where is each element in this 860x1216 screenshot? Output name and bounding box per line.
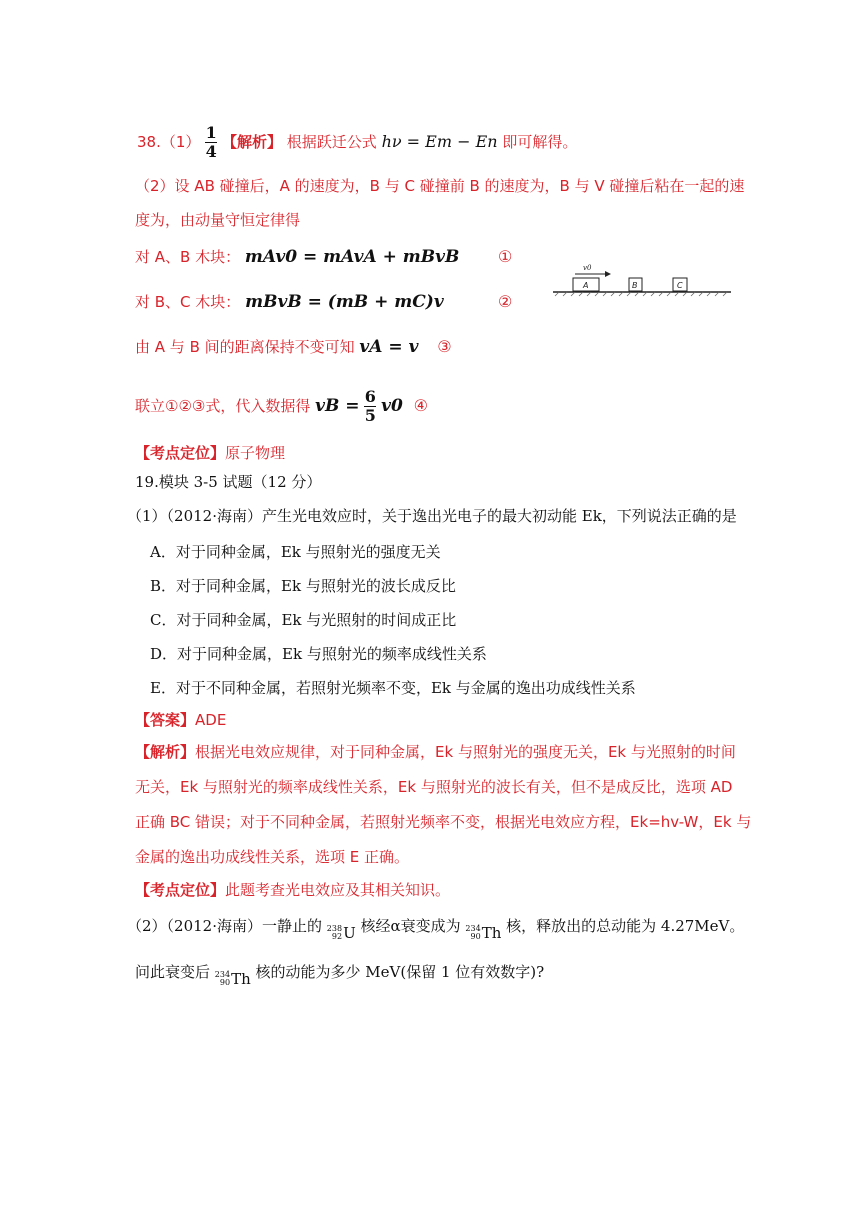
block-b-label: B <box>632 281 638 290</box>
thorium-nuclide-2: 234 90 Th <box>214 970 251 988</box>
eq3-row <box>135 337 452 357</box>
jiexi-line-4: 金属的逸出功成线性关系，选项 E 正确。 <box>135 848 410 866</box>
jiexi-line-2: 无关，Ek 与照射光的频率成线性关系，Ek 与照射光的波长有关，但不是成反比，选项 AD <box>135 778 733 796</box>
eq4-text: 联立①②③式，代入数据得 <box>135 397 311 415</box>
kaodian-19 <box>135 880 450 900</box>
eq2-formula: mBvB = (mB + mC)v <box>245 292 444 312</box>
block-c-label: C <box>677 281 683 290</box>
block-a-label: A <box>583 281 589 290</box>
eq2-row <box>135 292 444 312</box>
option-a: A．对于同种金属，Ek 与照射光的强度无关 <box>150 543 441 561</box>
q38-label: 38.（1） <box>137 133 201 151</box>
q19-part2-line2: 问此衰变后 234 90 Th 核的动能为多少 MeV(保留 1 位有效数字)? <box>135 963 545 988</box>
eq4-v0: v0 <box>381 396 403 416</box>
q38-formula: hν = Em − En <box>381 132 498 151</box>
eq2-label: 对 B、C 木块： <box>135 293 241 311</box>
eq4-row <box>135 388 428 425</box>
answer-row <box>135 710 226 730</box>
option-b: B．对于同种金属，Ek 与照射光的波长成反比 <box>150 577 456 595</box>
q19-part2-line1: （2）（2012·海南）一静止的 238 92 U 核经α衰变成为 234 90 Th 核，释放出的总动能为 4.27MeV。 <box>127 917 745 942</box>
kaodian-19-text: 此题考查光电效应及其相关知识。 <box>225 881 451 899</box>
q38-tail: 即可解得。 <box>502 133 578 151</box>
jiexi-line-3: 正确 BC 错误；对于不同种金属，若照射光频率不变，根据光电效应方程，Ek=hv-W，Ek 与 <box>135 813 752 831</box>
arrow-head-icon <box>605 271 611 277</box>
answer-tag: 【答案】 <box>135 711 196 729</box>
eq4-lhs: vB = <box>315 396 360 416</box>
option-d: D．对于同种金属，Ek 与照射光的频率成线性关系 <box>150 645 487 663</box>
part2-line2: 度为，由动量守恒定律得 <box>135 211 301 229</box>
q38-jiexi-tag: 【解析】 <box>221 133 282 151</box>
uranium-nuclide: 238 92 U <box>326 924 356 942</box>
eq3-text: 由 A 与 B 间的距离保持不变可知 <box>135 338 355 356</box>
thorium-nuclide: 234 90 Th <box>465 924 502 942</box>
eq2-number: ② <box>498 292 513 311</box>
jiexi-line-1: 【解析】根据光电效应规律，对于同种金属，Ek 与照射光的强度无关，Ek 与光照射的时间 <box>135 743 736 761</box>
eq1-formula: mAv0 = mAvA + mBvB <box>244 247 460 267</box>
collision-diagram <box>553 262 733 302</box>
q19-stem: （1）（2012·海南）产生光电效应时，关于逸出光电子的最大初动能 Ek，下列说法正确的是 <box>127 507 737 525</box>
jiexi-tag: 【解析】 <box>135 743 196 761</box>
q38-answer-fraction: $\frac{1}{4}$ <box>205 123 217 161</box>
eq3-formula: vA = v <box>359 337 419 357</box>
part2-line1: （2）设 AB 碰撞后，A 的速度为，B 与 C 碰撞前 B 的速度为，B 与 V 碰撞后粘在一起的速 <box>135 177 745 195</box>
kaodian-38-tag: 【考点定位】 <box>135 444 226 462</box>
q38-text: 根据跃迁公式 <box>286 133 377 151</box>
eq1-row <box>135 247 459 267</box>
q38-line <box>137 124 577 161</box>
eq1-number: ① <box>498 247 513 266</box>
answer-value: ADE <box>195 711 227 729</box>
option-e: E．对于不同种金属，若照射光频率不变，Ek 与金属的逸出功成线性关系 <box>150 679 636 697</box>
option-c: C．对于同种金属，Ek 与光照射的时间成正比 <box>150 611 457 629</box>
eq3-number: ③ <box>437 337 452 356</box>
q19-title: 19.模块 3-5 试题（12 分） <box>135 473 322 491</box>
eq4-number: ④ <box>413 396 428 415</box>
kaodian-38-text: 原子物理 <box>225 444 286 462</box>
eq4-fraction: $\frac{6}{5}$ <box>364 387 376 425</box>
v0-label: v0 <box>583 264 592 272</box>
kaodian-38 <box>135 443 285 463</box>
kaodian-19-tag: 【考点定位】 <box>135 881 226 899</box>
eq1-label: 对 A、B 木块： <box>135 248 241 266</box>
